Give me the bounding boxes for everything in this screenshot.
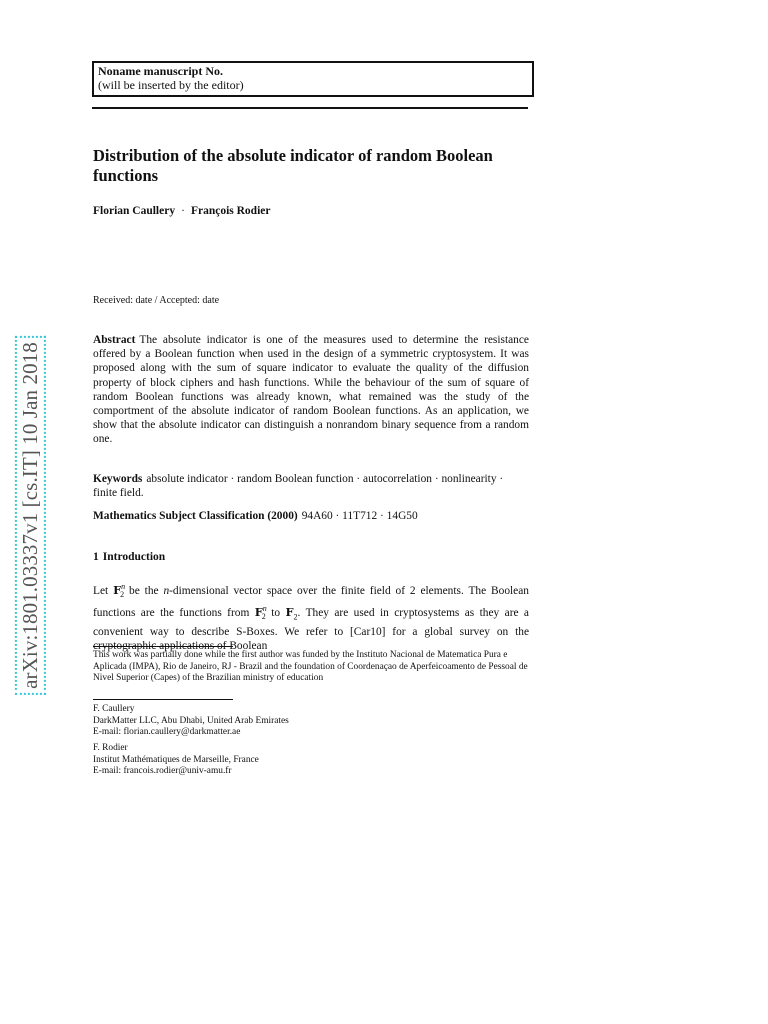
affiliation-institution: Institut Mathématiques de Marseille, France [93,754,259,765]
keywords-text: absolute indicator · random Boolean function · autocorrelation · nonlinearity · finite field. [93,473,504,500]
manuscript-box [92,61,534,97]
intro-text: for a global survey on the cryptographic applications of Boolean [93,625,530,652]
arxiv-stamp [8,300,52,730]
intro-text: to [265,607,286,620]
abstract-label: Abstract [93,334,136,346]
section-heading-introduction [93,551,165,563]
funding-footnote: This work was partially done while the first author was funded by the Instituto Nacional de Matematica Pura e Aplicada (IMPA), Rio de Janeiro, RJ - Brazil and the foundation of Coordenaçao de Aperfeicoamento de Pessoal de Nivel Superior (Capes) of the Brazilian ministry of education [93,650,528,684]
introduction-paragraph [93,580,529,653]
affiliation-rule [93,699,233,700]
math-var-n: n [163,584,170,597]
field-symbol: $F_2$ [285,605,298,622]
intro-text: Let [93,584,114,597]
intro-text: . They are used in cryptosystems as they are a convenient way to describe S-Boxes. We refer to [93,607,529,638]
affiliation-email[interactable]: E-mail: francois.rodier@univ-amu.fr [93,766,232,777]
affiliation-institution: DarkMatter LLC, Abu Dhabi, United Arab Emirates [93,715,289,726]
author-list [93,205,533,217]
msc-label: Mathematics Subject Classification (2000) [93,510,298,522]
affiliation-caullery [93,704,529,739]
msc-classification [93,509,529,523]
author-separator: · [181,205,185,217]
abstract [93,333,529,447]
field-symbol: $F^n_2$ [113,582,126,600]
abstract-text: The absolute indicator is one of the measures used to determine the resistance offered by a Boolean function when used in the design of a symmetric cryptosystem. It was proposed along with the sum of square indicator to evaluate the quality of the diffusion property of block ciphers and hash functions. While the behaviour of the sum of square of random Boolean functions was already known, what remained was the study of the comportment of the absolute indicator of random Boolean functions. As an application, we show that the absolute indicator can distinguish a nonrandom binary sequence from a random one. [93,334,529,446]
affiliation-name: F. Rodier [93,743,128,753]
author-rodier: François Rodier [190,205,271,217]
citation-link[interactable]: [Car10] [350,625,386,638]
field-symbol: $F^n_2$ [254,604,267,622]
affiliation-email[interactable]: E-mail: florian.caullery@darkmatter.ae [93,727,241,738]
msc-codes: 94A60 · 11T712 · 14G50 [301,510,418,522]
section-title: Introduction [102,551,166,563]
affiliation-rodier [93,743,529,778]
intro-text: -dimensional vector space over the finite field of 2 elements. The Boolean functions are the functions from [93,584,529,620]
manuscript-number: Noname manuscript No. [98,64,223,78]
keywords [93,472,529,500]
affiliation-name: F. Caullery [93,704,135,714]
section-number: 1 [93,551,99,563]
intro-text: be the [124,584,164,597]
author-caullery: Florian Caullery [93,205,176,217]
footnote-rule [93,646,233,647]
keywords-label: Keywords [93,473,143,485]
manuscript-note: (will be inserted by the editor) [98,78,244,92]
arxiv-id-link[interactable]: arXiv:1801.03337v1 [cs.IT] 10 Jan 2018 [15,336,46,695]
paper-title: Distribution of the absolute indicator of random Boolean functions [93,146,493,185]
received-date: Received: date / Accepted: date [93,295,220,306]
header-rule [92,107,528,109]
